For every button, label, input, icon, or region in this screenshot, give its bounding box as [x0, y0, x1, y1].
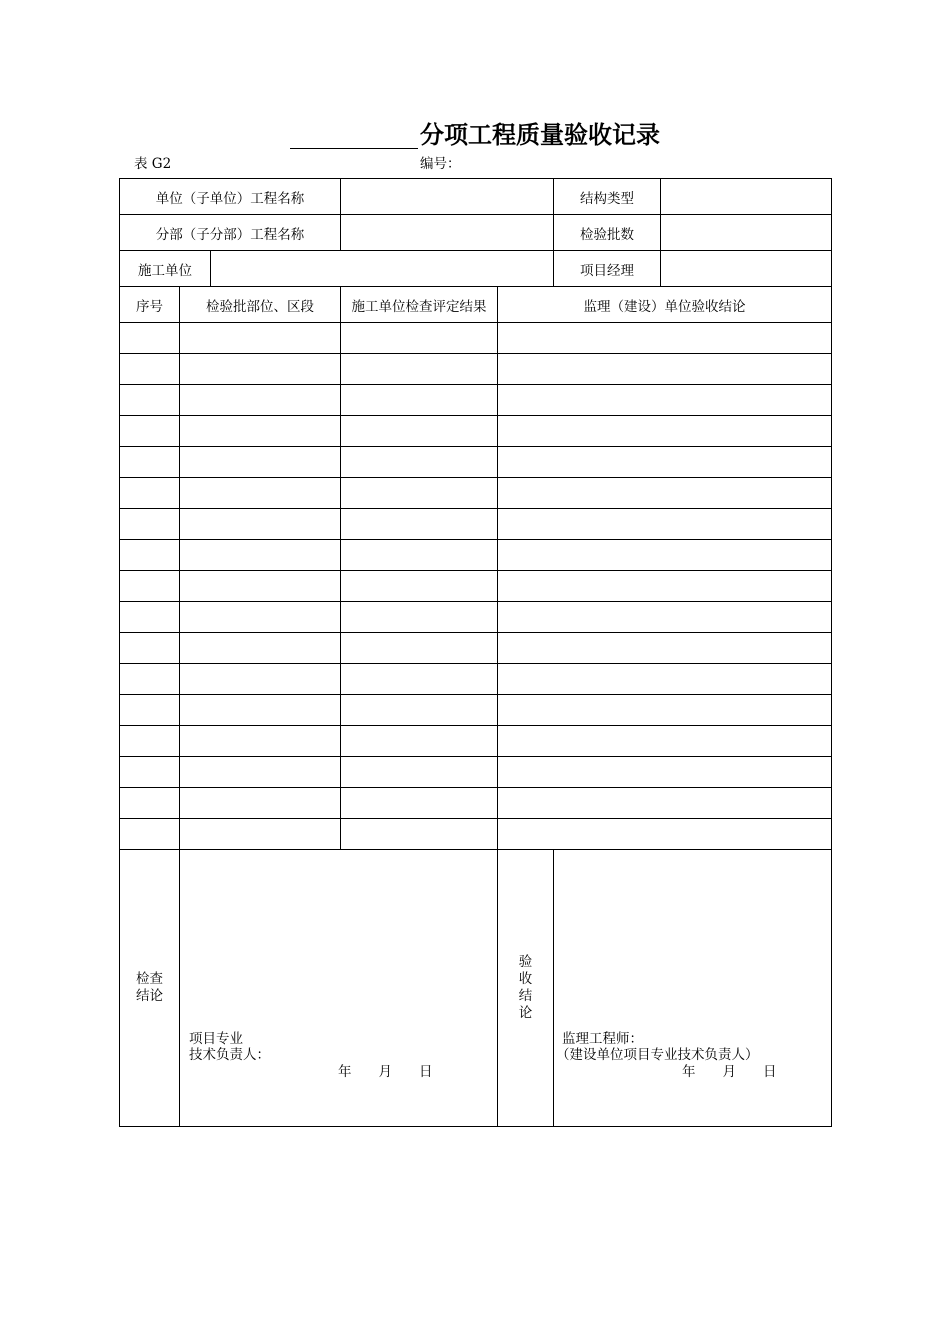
cell-seq[interactable] — [120, 695, 180, 726]
cell-contractor-result[interactable] — [341, 416, 498, 447]
cell-batch-location[interactable] — [180, 602, 341, 633]
cell-batch-location[interactable] — [180, 819, 341, 850]
supervisor-date: 年 月 日 — [682, 1064, 777, 1080]
cell-contractor-result[interactable] — [341, 354, 498, 385]
cell-batch-location[interactable] — [180, 540, 341, 571]
cell-contractor-result[interactable] — [341, 385, 498, 416]
table-row — [120, 602, 832, 633]
field-unit-project-name[interactable] — [341, 179, 554, 215]
cell-supervisor-conclusion[interactable] — [498, 757, 832, 788]
col-seq: 序号 — [120, 287, 180, 323]
table-row — [120, 540, 832, 571]
cell-contractor-result[interactable] — [341, 726, 498, 757]
cell-contractor-result[interactable] — [341, 478, 498, 509]
col-contractor-result: 施工单位检查评定结果 — [341, 287, 498, 323]
check-conclusion-line: 结论 — [136, 988, 163, 1004]
cell-supervisor-conclusion[interactable] — [498, 447, 832, 478]
cell-batch-location[interactable] — [180, 385, 341, 416]
cell-contractor-result[interactable] — [341, 695, 498, 726]
cell-supervisor-conclusion[interactable] — [498, 509, 832, 540]
cell-seq[interactable] — [120, 416, 180, 447]
cell-supervisor-conclusion[interactable] — [498, 416, 832, 447]
cell-seq[interactable] — [120, 354, 180, 385]
cell-contractor-result[interactable] — [341, 819, 498, 850]
header-row-division — [120, 215, 832, 251]
tech-lead-date: 年 月 日 — [338, 1064, 433, 1080]
cell-seq[interactable] — [120, 757, 180, 788]
table-row — [120, 447, 832, 478]
table-row — [120, 323, 832, 354]
cell-seq[interactable] — [120, 540, 180, 571]
cell-supervisor-conclusion[interactable] — [498, 726, 832, 757]
header-row-construction — [120, 251, 832, 287]
table-row — [120, 664, 832, 695]
cell-seq[interactable] — [120, 819, 180, 850]
cell-contractor-result[interactable] — [341, 323, 498, 354]
cell-supervisor-conclusion[interactable] — [498, 788, 832, 819]
table-row — [120, 385, 832, 416]
table-row — [120, 478, 832, 509]
cell-contractor-result[interactable] — [341, 447, 498, 478]
table-row — [120, 571, 832, 602]
label-division-project-name: 分部（子分部）工程名称 — [120, 215, 341, 251]
col-batch-location: 检验批部位、区段 — [180, 287, 341, 323]
cell-batch-location[interactable] — [180, 757, 341, 788]
form-title — [0, 118, 950, 152]
table-row — [120, 695, 832, 726]
cell-supervisor-conclusion[interactable] — [498, 354, 832, 385]
cell-batch-location[interactable] — [180, 323, 341, 354]
check-conclusion-line: 检查 — [136, 971, 163, 987]
cell-supervisor-conclusion[interactable] — [498, 385, 832, 416]
supervisor-label-1: 监理工程师： — [562, 1031, 644, 1047]
form-code: 表 G2 — [134, 156, 172, 172]
field-construction-unit[interactable] — [211, 251, 554, 287]
supervisor-label-2: （建设单位项目专业技术负责人） — [556, 1047, 759, 1063]
cell-batch-location[interactable] — [180, 447, 341, 478]
field-structure-type[interactable] — [661, 179, 832, 215]
label-unit-project-name: 单位（子单位）工程名称 — [120, 179, 341, 215]
label-inspection-batch-count: 检验批数 — [554, 215, 661, 251]
table-row — [120, 788, 832, 819]
label-construction-unit: 施工单位 — [120, 251, 211, 287]
col-supervisor-conclusion: 监理（建设）单位验收结论 — [498, 287, 832, 323]
cell-contractor-result[interactable] — [341, 602, 498, 633]
cell-batch-location[interactable] — [180, 509, 341, 540]
cell-seq[interactable] — [120, 726, 180, 757]
cell-contractor-result[interactable] — [341, 509, 498, 540]
header-row-unit — [120, 179, 832, 215]
cell-batch-location[interactable] — [180, 478, 341, 509]
cell-supervisor-conclusion[interactable] — [498, 819, 832, 850]
accept-conclusion-label — [498, 850, 554, 1127]
cell-supervisor-conclusion[interactable] — [498, 323, 832, 354]
cell-batch-location[interactable] — [180, 633, 341, 664]
tech-lead-label-2: 技术负责人： — [189, 1047, 270, 1063]
table-row — [120, 354, 832, 385]
table-row — [120, 726, 832, 757]
cell-supervisor-conclusion[interactable] — [498, 695, 832, 726]
table-row — [120, 633, 832, 664]
field-inspection-batch-count[interactable] — [661, 215, 832, 251]
cell-batch-location[interactable] — [180, 416, 341, 447]
cell-seq[interactable] — [120, 323, 180, 354]
cell-batch-location[interactable] — [180, 788, 341, 819]
table-row — [120, 757, 832, 788]
accept-conclusion-char: 结 — [518, 988, 533, 1004]
label-structure-type: 结构类型 — [554, 179, 661, 215]
cell-seq[interactable] — [120, 447, 180, 478]
conclusion-row — [120, 850, 832, 1127]
cell-supervisor-conclusion[interactable] — [498, 478, 832, 509]
cell-contractor-result[interactable] — [341, 571, 498, 602]
cell-seq[interactable] — [120, 633, 180, 664]
field-division-project-name[interactable] — [341, 215, 554, 251]
cell-contractor-result[interactable] — [341, 664, 498, 695]
cell-supervisor-conclusion[interactable] — [498, 633, 832, 664]
accept-conclusion-char: 验 — [518, 954, 533, 970]
table-row — [120, 416, 832, 447]
acceptance-record-table — [119, 178, 832, 1127]
cell-seq[interactable] — [120, 788, 180, 819]
form-title-text: 分项工程质量验收记录 — [420, 121, 660, 149]
cell-supervisor-conclusion[interactable] — [498, 602, 832, 633]
label-project-manager: 项目经理 — [554, 251, 661, 287]
cell-supervisor-conclusion[interactable] — [498, 664, 832, 695]
tech-lead-label-1: 项目专业 — [189, 1031, 243, 1047]
field-project-manager[interactable] — [661, 251, 832, 287]
cell-contractor-result[interactable] — [341, 757, 498, 788]
cell-seq[interactable] — [120, 509, 180, 540]
cell-batch-location[interactable] — [180, 664, 341, 695]
cell-contractor-result[interactable] — [341, 788, 498, 819]
table-row — [120, 509, 832, 540]
title-blank-line — [290, 122, 418, 149]
accept-conclusion-char: 论 — [518, 1005, 533, 1021]
number-label: 编号： — [420, 156, 461, 172]
supervisor-signature-area[interactable] — [554, 850, 832, 1127]
cell-batch-location[interactable] — [180, 571, 341, 602]
cell-batch-location[interactable] — [180, 726, 341, 757]
cell-contractor-result[interactable] — [341, 540, 498, 571]
cell-batch-location[interactable] — [180, 354, 341, 385]
cell-seq[interactable] — [120, 478, 180, 509]
cell-contractor-result[interactable] — [341, 633, 498, 664]
cell-batch-location[interactable] — [180, 695, 341, 726]
table-row — [120, 819, 832, 850]
cell-seq[interactable] — [120, 385, 180, 416]
cell-seq[interactable] — [120, 602, 180, 633]
cell-seq[interactable] — [120, 571, 180, 602]
cell-seq[interactable] — [120, 664, 180, 695]
check-conclusion-label — [120, 850, 180, 1127]
tech-lead-signature-area[interactable] — [180, 850, 498, 1127]
cell-supervisor-conclusion[interactable] — [498, 540, 832, 571]
cell-supervisor-conclusion[interactable] — [498, 571, 832, 602]
column-header-row — [120, 287, 832, 323]
accept-conclusion-char: 收 — [518, 971, 533, 987]
